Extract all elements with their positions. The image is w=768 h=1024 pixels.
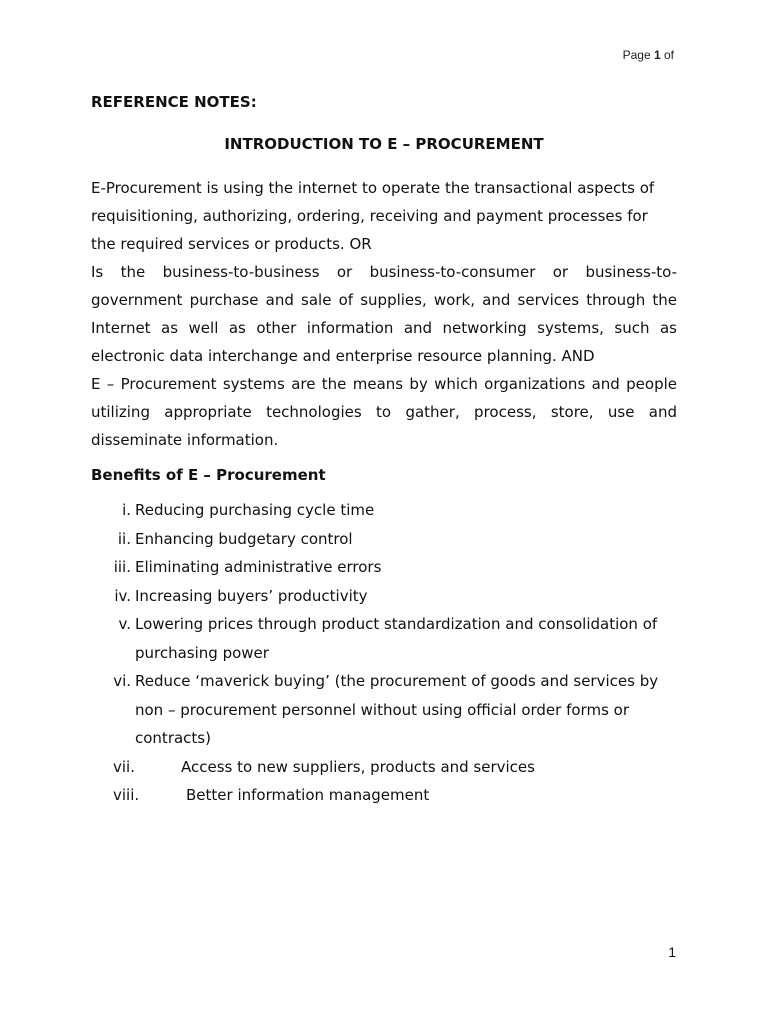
benefits-heading: Benefits of E – Procurement [91, 466, 326, 484]
paragraph-business-definition: Is the business-to-business or business-to-consumer or business-to-government purchase and sale of supplies, work, and services through the Internet as well as other information and networking systems, such as electronic data interchange and enterprise resource planning. AND [91, 263, 677, 365]
paragraph-definition: E-Procurement is using the internet to operate the transactional aspects of requisitioning, authorizing, ordering, receiving and payment processes for the required services or products. OR [91, 179, 655, 253]
page-header [623, 48, 674, 62]
benefits-list [91, 496, 677, 810]
list-item [91, 553, 677, 582]
document-body [91, 92, 677, 810]
list-item-text: Reducing purchasing cycle time [135, 501, 375, 519]
list-item-number: vii. [113, 757, 135, 776]
list-item-text: Access to new suppliers, products and services [181, 757, 535, 776]
list-item-text: Lowering prices through product standardization and consolidation of purchasing power [135, 615, 658, 662]
list-item [91, 610, 677, 667]
list-item-text: Reduce ‘maverick buying’ (the procurement of goods and services by non – procurement personnel without using official order forms or contracts) [135, 672, 659, 747]
list-item-text: Better information management [186, 786, 430, 804]
reference-notes-heading: REFERENCE NOTES: [91, 93, 257, 111]
list-item [91, 753, 677, 782]
paragraph-systems-definition: E – Procurement systems are the means by which organizations and people utilizing appropriate technologies to gather, process, store, use and disseminate information. [91, 375, 677, 449]
list-item-number: ii. [117, 529, 131, 548]
list-item-text: Eliminating administrative errors [135, 558, 382, 576]
list-item-number: v. [118, 615, 131, 633]
list-item [91, 582, 677, 611]
document-title: INTRODUCTION TO E – PROCUREMENT [224, 135, 544, 153]
list-item [91, 496, 677, 525]
page-label-prefix: Page [622, 48, 654, 62]
list-item [91, 667, 677, 753]
list-item-text: Enhancing budgetary control [135, 529, 353, 548]
list-item [91, 525, 677, 554]
page-label-suffix: of [660, 48, 674, 62]
list-item-number: iv. [114, 586, 131, 605]
list-item-number: viii. [113, 786, 140, 804]
list-item-number: iii. [113, 558, 131, 576]
list-item-text: Increasing buyers’ productivity [135, 586, 368, 605]
list-item-number: vi. [113, 672, 131, 690]
list-item [91, 781, 677, 810]
footer-page-number: 1 [668, 944, 676, 960]
list-item-number: i. [122, 501, 131, 519]
page-number: 1 [653, 48, 661, 62]
